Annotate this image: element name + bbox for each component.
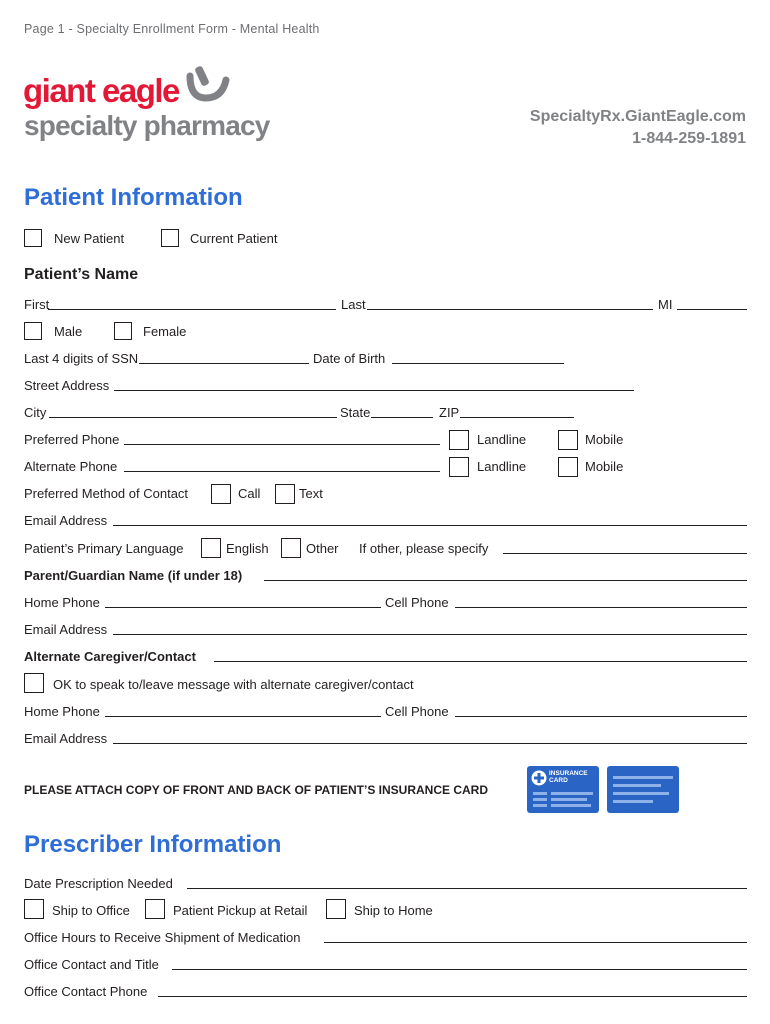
ship-office-label: Ship to Office: [52, 903, 130, 918]
alternate-mobile-label: Mobile: [585, 459, 624, 474]
other-language-field[interactable]: [503, 553, 747, 554]
email-field[interactable]: [113, 525, 747, 526]
card-detail-line: [533, 804, 547, 807]
date-needed-label: Date Prescription Needed: [24, 876, 173, 891]
home-phone-label: Home Phone: [24, 595, 100, 610]
state-label: State: [340, 405, 371, 420]
insurance-note: PLEASE ATTACH COPY OF FRONT AND BACK OF PATIENT’S INSURANCE CARD: [24, 783, 489, 797]
office-phone-label: Office Contact Phone: [24, 984, 148, 999]
caregiver-home-phone-field[interactable]: [105, 716, 381, 717]
office-hours-label: Office Hours to Receive Shipment of Medication: [24, 930, 301, 945]
guardian-label: Parent/Guardian Name (if under 18): [24, 568, 243, 583]
other-specify-label: If other, please specify: [359, 541, 489, 556]
caregiver-cell-phone-field[interactable]: [455, 716, 747, 717]
alternate-landline-checkbox[interactable]: [449, 457, 469, 477]
website-url[interactable]: SpecialtyRx.GiantEagle.com: [529, 108, 746, 125]
other-language-label: Other: [306, 541, 339, 556]
medical-cross-icon: [531, 770, 547, 786]
current-patient-checkbox[interactable]: [161, 229, 179, 247]
cell-phone-field[interactable]: [455, 607, 747, 608]
card-detail-line: [533, 798, 547, 801]
preferred-phone-label: Preferred Phone: [24, 432, 120, 447]
alt-caregiver-field[interactable]: [214, 661, 747, 662]
card-detail-line: [551, 804, 591, 807]
ok-message-label: OK to speak to/leave message with alternate caregiver/contact: [53, 677, 414, 692]
card-detail-line: [533, 792, 547, 795]
guardian-field[interactable]: [264, 580, 747, 581]
patient-name-heading: Patient’s Name: [24, 266, 139, 283]
new-patient-checkbox[interactable]: [24, 229, 42, 247]
caregiver-cell-phone-label: Cell Phone: [385, 704, 449, 719]
office-phone-field[interactable]: [158, 996, 747, 997]
card-detail-line: [613, 792, 669, 795]
call-label: Call: [238, 486, 261, 501]
guardian-email-label: Email Address: [24, 622, 108, 637]
dob-field[interactable]: [392, 363, 564, 364]
preferred-landline-checkbox[interactable]: [449, 430, 469, 450]
male-checkbox[interactable]: [24, 322, 42, 340]
current-patient-label: Current Patient: [190, 231, 278, 246]
insurance-card-front: [527, 766, 599, 813]
pickup-retail-label: Patient Pickup at Retail: [173, 903, 308, 918]
date-needed-field[interactable]: [187, 888, 747, 889]
card-detail-line: [551, 792, 593, 795]
english-checkbox[interactable]: [201, 538, 221, 558]
brand-logo-specialty-pharmacy: specialty pharmacy: [24, 110, 270, 141]
street-label: Street Address: [24, 378, 110, 393]
call-checkbox[interactable]: [211, 484, 231, 504]
home-phone-field[interactable]: [105, 607, 381, 608]
caregiver-email-label: Email Address: [24, 731, 108, 746]
mi-label: MI: [658, 297, 673, 312]
city-label: City: [24, 405, 47, 420]
contact-method-label: Preferred Method of Contact: [24, 486, 189, 501]
first-name-label: First: [24, 297, 50, 312]
email-label: Email Address: [24, 513, 108, 528]
last-name-label: Last: [341, 297, 366, 312]
preferred-mobile-label: Mobile: [585, 432, 624, 447]
alternate-mobile-checkbox[interactable]: [558, 457, 578, 477]
card-detail-line: [551, 798, 587, 801]
dob-label: Date of Birth: [313, 351, 386, 366]
ok-message-checkbox[interactable]: [24, 673, 44, 693]
city-field[interactable]: [49, 417, 337, 418]
ssn-field[interactable]: [139, 363, 309, 364]
state-field[interactable]: [371, 417, 433, 418]
brand-logo-giant-eagle: giant eagle: [23, 72, 179, 109]
zip-field[interactable]: [460, 417, 574, 418]
caregiver-home-phone-label: Home Phone: [24, 704, 100, 719]
section-title-prescriber: Prescriber Information: [24, 831, 282, 858]
ship-office-checkbox[interactable]: [24, 899, 44, 919]
card-label-card: CARD: [549, 777, 568, 784]
other-language-checkbox[interactable]: [281, 538, 301, 558]
text-label: Text: [299, 486, 323, 501]
first-name-field[interactable]: [48, 309, 336, 310]
caregiver-email-field[interactable]: [113, 743, 747, 744]
insurance-card-back: [607, 766, 679, 813]
ship-home-label: Ship to Home: [354, 903, 433, 918]
english-label: English: [226, 541, 269, 556]
preferred-landline-label: Landline: [477, 432, 527, 447]
male-label: Male: [54, 324, 83, 339]
alternate-landline-label: Landline: [477, 459, 527, 474]
alt-caregiver-label: Alternate Caregiver/Contact: [24, 649, 196, 664]
office-contact-field[interactable]: [172, 969, 747, 970]
preferred-phone-field[interactable]: [124, 444, 440, 445]
ship-home-checkbox[interactable]: [326, 899, 346, 919]
office-contact-label: Office Contact and Title: [24, 957, 159, 972]
card-detail-line: [613, 776, 673, 779]
card-label-insurance: INSURANCE: [549, 770, 588, 777]
preferred-mobile-checkbox[interactable]: [558, 430, 578, 450]
ssn-label: Last 4 digits of SSN: [24, 351, 139, 366]
female-label: Female: [143, 324, 187, 339]
pickup-retail-checkbox[interactable]: [145, 899, 165, 919]
cell-phone-label: Cell Phone: [385, 595, 449, 610]
zip-label: ZIP: [439, 405, 460, 420]
alternate-phone-field[interactable]: [124, 471, 440, 472]
female-checkbox[interactable]: [114, 322, 132, 340]
page-header: Page 1 - Specialty Enrollment Form - Mental Health: [24, 22, 320, 36]
card-detail-line: [613, 800, 653, 803]
last-name-field[interactable]: [367, 309, 653, 310]
guardian-email-field[interactable]: [113, 634, 747, 635]
mortar-pestle-icon: [182, 64, 232, 108]
office-hours-field[interactable]: [324, 942, 747, 943]
street-field[interactable]: [114, 390, 634, 391]
mi-field[interactable]: [677, 309, 747, 310]
language-label: Patient’s Primary Language: [24, 541, 184, 556]
section-title-patient: Patient Information: [24, 184, 243, 211]
new-patient-label: New Patient: [54, 231, 125, 246]
alternate-phone-label: Alternate Phone: [24, 459, 118, 474]
text-checkbox[interactable]: [275, 484, 295, 504]
card-detail-line: [613, 784, 661, 787]
pharmacy-phone: 1-844-259-1891: [632, 130, 746, 147]
